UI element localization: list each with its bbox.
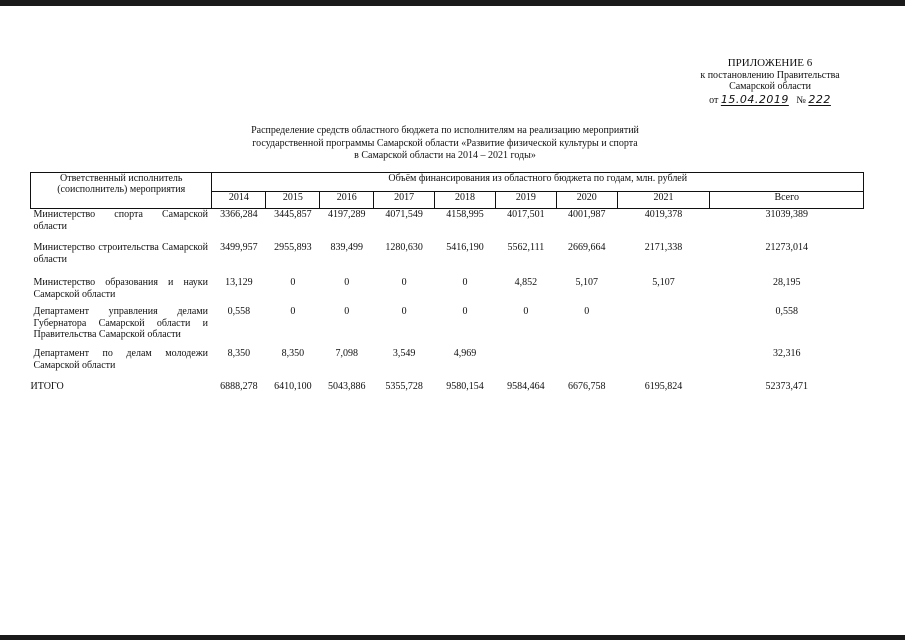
executor-header-line-2: (соисполнитель) мероприятия (57, 184, 186, 195)
document-title-line-1: Распределение средств областного бюджета по исполнителям на реализацию мероприятий (251, 125, 639, 136)
value-cell: 4019,378 (644, 209, 683, 220)
value-cell: 0 (462, 277, 468, 288)
value-cell: 2171,338 (644, 242, 683, 253)
value-cell: 0 (290, 277, 296, 288)
total-value-cell: 9580,154 (446, 381, 484, 392)
value-cell: 0 (523, 306, 529, 317)
executor-column-header (31, 173, 212, 209)
table-row (31, 242, 864, 277)
value-cell: 8,350 (281, 348, 305, 359)
value-cell: 0 (584, 306, 590, 317)
grand-total-cell: 52373,471 (765, 381, 808, 392)
value-cell: 2955,893 (274, 242, 312, 253)
value-cell: 4001,987 (568, 209, 606, 220)
year-header: 2016 (320, 192, 374, 209)
value-cell: 5,107 (575, 277, 598, 288)
value-cell (617, 306, 710, 348)
value-cell: 3499,957 (220, 242, 258, 253)
executor-header-line-1: Ответственный исполнитель (60, 173, 183, 184)
total-column-header: Всего (710, 192, 864, 209)
total-value-cell: 5355,728 (385, 381, 423, 392)
total-label: ИТОГО (30, 381, 64, 392)
appendix-date-line (640, 94, 900, 107)
row-total-cell: 28,195 (772, 277, 801, 288)
value-cell (617, 348, 710, 381)
value-cell: 5416,190 (446, 242, 484, 253)
handwritten-number: 222 (808, 92, 831, 106)
appendix-title: ПРИЛОЖЕНИЕ 6 (727, 57, 813, 69)
year-header: 2018 (435, 192, 496, 209)
total-value-cell: 6195,824 (644, 381, 683, 392)
total-value-cell: 6410,100 (274, 381, 312, 392)
value-cell: 4197,289 (327, 209, 366, 220)
value-cell: 3445,857 (274, 209, 312, 220)
year-header: 2019 (495, 192, 556, 209)
number-prefix: № (796, 94, 806, 106)
value-cell: 7,098 (335, 348, 358, 359)
value-cell: 4,969 (453, 348, 477, 359)
value-cell: 0 (344, 277, 350, 288)
executor-name: Министерство образования и науки Самарской области (33, 277, 208, 300)
total-value-cell: 6888,278 (220, 381, 258, 392)
total-row (31, 381, 864, 401)
document-title-line-3: в Самарской области на 2014 – 2021 годы» (354, 150, 536, 161)
table-body (31, 209, 864, 402)
budget-table (30, 172, 864, 401)
value-cell: 5562,111 (507, 242, 545, 253)
scan-border-bottom (0, 635, 905, 640)
value-cell: 4158,995 (446, 209, 484, 220)
value-cell (495, 348, 556, 381)
value-cell (556, 348, 617, 381)
table-row (31, 209, 864, 243)
table-header (31, 173, 864, 209)
table-row (31, 306, 864, 348)
row-total-cell: 21273,014 (765, 242, 808, 253)
value-cell: 2669,664 (568, 242, 606, 253)
document-title-line-2: государственной программы Самарской области «Развитие физической культуры и спорта (252, 137, 638, 149)
scan-border-top (0, 0, 905, 6)
value-cell: 839,499 (330, 242, 363, 253)
row-total-cell: 0,558 (775, 306, 798, 317)
value-cell: 13,129 (225, 277, 253, 288)
value-cell: 0 (344, 306, 350, 317)
total-value-cell: 5043,886 (327, 381, 366, 392)
year-header: 2014 (212, 192, 266, 209)
value-cell: 8,350 (227, 348, 251, 359)
funding-column-header: Объём финансирования из областного бюджета по годам, млн. рублей (212, 173, 864, 192)
row-total-cell: 31039,389 (765, 209, 808, 220)
value-cell: 4017,501 (507, 209, 545, 220)
value-cell: 3366,284 (220, 209, 258, 220)
value-cell: 0 (462, 306, 468, 317)
year-header: 2017 (374, 192, 435, 209)
value-cell: 4,852 (514, 277, 538, 288)
year-header: 2015 (266, 192, 320, 209)
value-cell: 0 (401, 277, 407, 288)
year-header: 2021 (617, 192, 710, 209)
date-prefix: от (709, 94, 719, 106)
value-cell: 0 (401, 306, 407, 317)
table-row (31, 348, 864, 381)
value-cell: 0,558 (227, 306, 251, 317)
appendix-header (640, 58, 900, 106)
row-total-cell: 32,316 (772, 348, 801, 359)
value-cell: 1280,630 (385, 242, 423, 253)
value-cell: 4071,549 (385, 209, 423, 220)
appendix-line-1: к постановлению Правительства (700, 69, 840, 81)
handwritten-date: 15.04.2019 (720, 92, 789, 106)
executor-name: Департамент по делам молодежи Самарской области (33, 348, 208, 371)
appendix-line-2: Самарской области (729, 81, 811, 92)
executor-name: Министерство спорта Самарской области (33, 209, 208, 232)
table-row (31, 277, 864, 306)
value-cell: 3,549 (392, 348, 416, 359)
year-header: 2020 (556, 192, 617, 209)
total-value-cell: 9584,464 (507, 381, 545, 392)
executor-name: Министерство строительства Самарской области (33, 242, 208, 265)
total-value-cell: 6676,758 (568, 381, 606, 392)
value-cell: 0 (290, 306, 296, 317)
value-cell: 5,107 (652, 277, 675, 288)
executor-name: Департамент управления делами Губернатора Самарской области и Правительства Самарской области (33, 306, 208, 340)
document-title (200, 125, 690, 163)
